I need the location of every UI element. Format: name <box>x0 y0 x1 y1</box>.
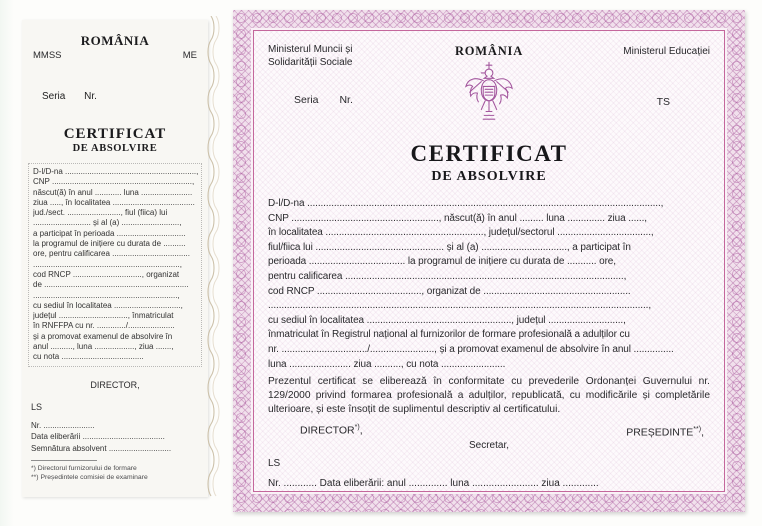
cert-body-line: nr. ................................/........................, și a promovat examenul de absolvire în anul ............... <box>268 343 674 355</box>
cert-body-line: perioada .................................... la programul de inițiere cu durata de ........... ore, <box>268 256 616 268</box>
issue-date-line: Nr. ............ Data eliberării: anul .............. luna ........................ ziua ............. <box>268 477 599 489</box>
president-footnote-mark: **) <box>693 425 702 433</box>
cert-body-line: luna ....................... ziua .........., cu nota ........................ <box>268 358 506 370</box>
stub-country-title: ROMÂNIA <box>80 33 150 48</box>
stub-code-mmss: MMSS <box>33 50 62 61</box>
ls-seal-label: LS <box>268 457 281 469</box>
stub-footnotes <box>22 465 208 482</box>
certificate-header <box>254 31 724 191</box>
footnote-president: **) Președintele comisiei de examinare <box>31 473 148 481</box>
stub-body-line: cod RNCP ..............................., organizat <box>33 269 180 279</box>
stub-body-line: ................................................................., <box>33 290 180 300</box>
romania-coat-of-arms-icon <box>462 60 516 136</box>
cert-body-line: .............................................................................................................................................., <box>268 300 652 312</box>
cert-body-line: fiul/fiica lui ................................................ și al (a) ................................, a participat în <box>268 241 631 253</box>
footnote-director: *) Directorul furnizorului de formare <box>31 465 137 473</box>
stub-body-line: la programul de inițiere cu durata de .......... <box>33 239 186 249</box>
certificate-card <box>233 10 745 512</box>
stub-body-line: în RNFFPA cu nr. ............./..................... <box>33 321 175 331</box>
cert-body-line: pentru calificarea ........................................................................................................, <box>268 270 627 282</box>
stub-body-line: cu sediul în localitatea .............................., <box>33 300 183 310</box>
certificate-title: CERTIFICAT <box>410 141 568 166</box>
certificate-frame <box>253 30 725 492</box>
stub-codes-row <box>22 50 208 61</box>
stub-body-line: D-l/D-na ..........................................................., <box>33 167 199 176</box>
ministry-labour-label: Ministerul Muncii și Solidarității Sociale <box>268 44 353 68</box>
stub-body-line: de ................................................................. <box>33 280 189 290</box>
cert-body-line: în localitatea ..........................................................., județul/sectorul ..................................., <box>268 227 654 239</box>
stub-fill-in-area <box>28 163 202 367</box>
cert-body-line: CNP ......................................................., născut(ă) în anul ......... luna .............. ziua ......, <box>268 212 647 224</box>
stub-body-line: ziua ....., în localitatea ..................................... <box>33 197 195 207</box>
stub-body-line: jud./sect. ........................, fiul (fiica) lui <box>33 208 168 218</box>
stub-body-line: și a promovat examenul de absolvire în <box>33 331 173 341</box>
stub-subtitle: DE ABSOLVIRE <box>72 143 158 154</box>
ts-label: TS <box>656 96 670 108</box>
nr-label: Nr. <box>339 94 353 106</box>
stub-nr-line: Nr. ....................... <box>31 420 95 430</box>
seria-label: Seria <box>294 94 319 106</box>
cert-body-line: înmatriculat în Registrul național al furnizorilor de formare profesională a adulților cu <box>268 329 630 341</box>
ministry-education-label: Ministerul Educației <box>623 46 710 57</box>
secretary-signature-label: Secretar, <box>468 439 510 451</box>
cert-body-line: cod RNCP ......................................., organizat de ....................................................... <box>268 285 631 297</box>
footnote-divider <box>31 460 97 461</box>
certificate-subtitle: DE ABSOLVIRE <box>431 169 547 184</box>
stub-body-line: născut(ă) în anul ............ luna ....................... <box>33 187 193 197</box>
stub-body-line: CNP ..............................................................., <box>33 177 195 187</box>
stub-title: CERTIFICAT <box>63 126 167 142</box>
seria-nr-row <box>294 94 353 106</box>
perforated-tear-edge <box>203 16 221 502</box>
certificate-content <box>254 31 724 491</box>
stub-issue-date-line: Data eliberării ..................................... <box>31 432 165 442</box>
stub-body-line: cu nota ..................................... <box>33 352 144 362</box>
stub-body-line: a participat în perioada ............................... <box>33 228 186 238</box>
stub-body-line: .................................................................., <box>33 259 182 269</box>
legal-paragraph: Prezentul certificat se eliberează în conformitate cu prevederile Ordonanței Guvernului nr. 129/2000 privind formarea profesională a adulților, republicată, cu modificările și completările ulterioare, și este însoțit de suplimentul descriptiv al certificatului. <box>268 376 710 415</box>
stub-body-line: anul .........., luna .................., ziua ......., <box>33 342 174 352</box>
stub-director-label: DIRECTOR, <box>90 379 140 390</box>
certificate-fill-in-lines <box>268 197 710 372</box>
stub-body-line: .......................... și al (a) .........................., <box>33 218 182 228</box>
certificate-stub <box>22 20 208 497</box>
director-signature-label: DIRECTOR*), <box>300 423 363 437</box>
stub-seria-row <box>22 91 208 102</box>
stub-nr-label: Nr. <box>84 91 97 102</box>
president-signature-label: PREȘEDINTE**), <box>626 425 704 439</box>
stub-code-me: ME <box>182 50 197 61</box>
stub-body-line: județul ..............................., înmatriculat <box>33 311 174 321</box>
cert-body-line: cu sediul în localitatea ......................................................, județul ............................, <box>268 314 626 326</box>
stub-graduate-signature-line: Semnătura absolvent ............................ <box>31 443 172 453</box>
stub-ls-label: LS <box>31 401 43 412</box>
director-footnote-mark: *) <box>354 423 360 431</box>
signatures-row <box>268 421 710 457</box>
stub-body-line: ore, pentru calificarea ................................... <box>33 249 190 259</box>
stub-footer-lines <box>22 420 208 455</box>
cert-body-line: D-l/D-na ...................................................................................................................................., <box>268 198 664 209</box>
country-title: ROMÂNIA <box>454 44 524 58</box>
stub-seria-label: Seria <box>42 91 66 102</box>
